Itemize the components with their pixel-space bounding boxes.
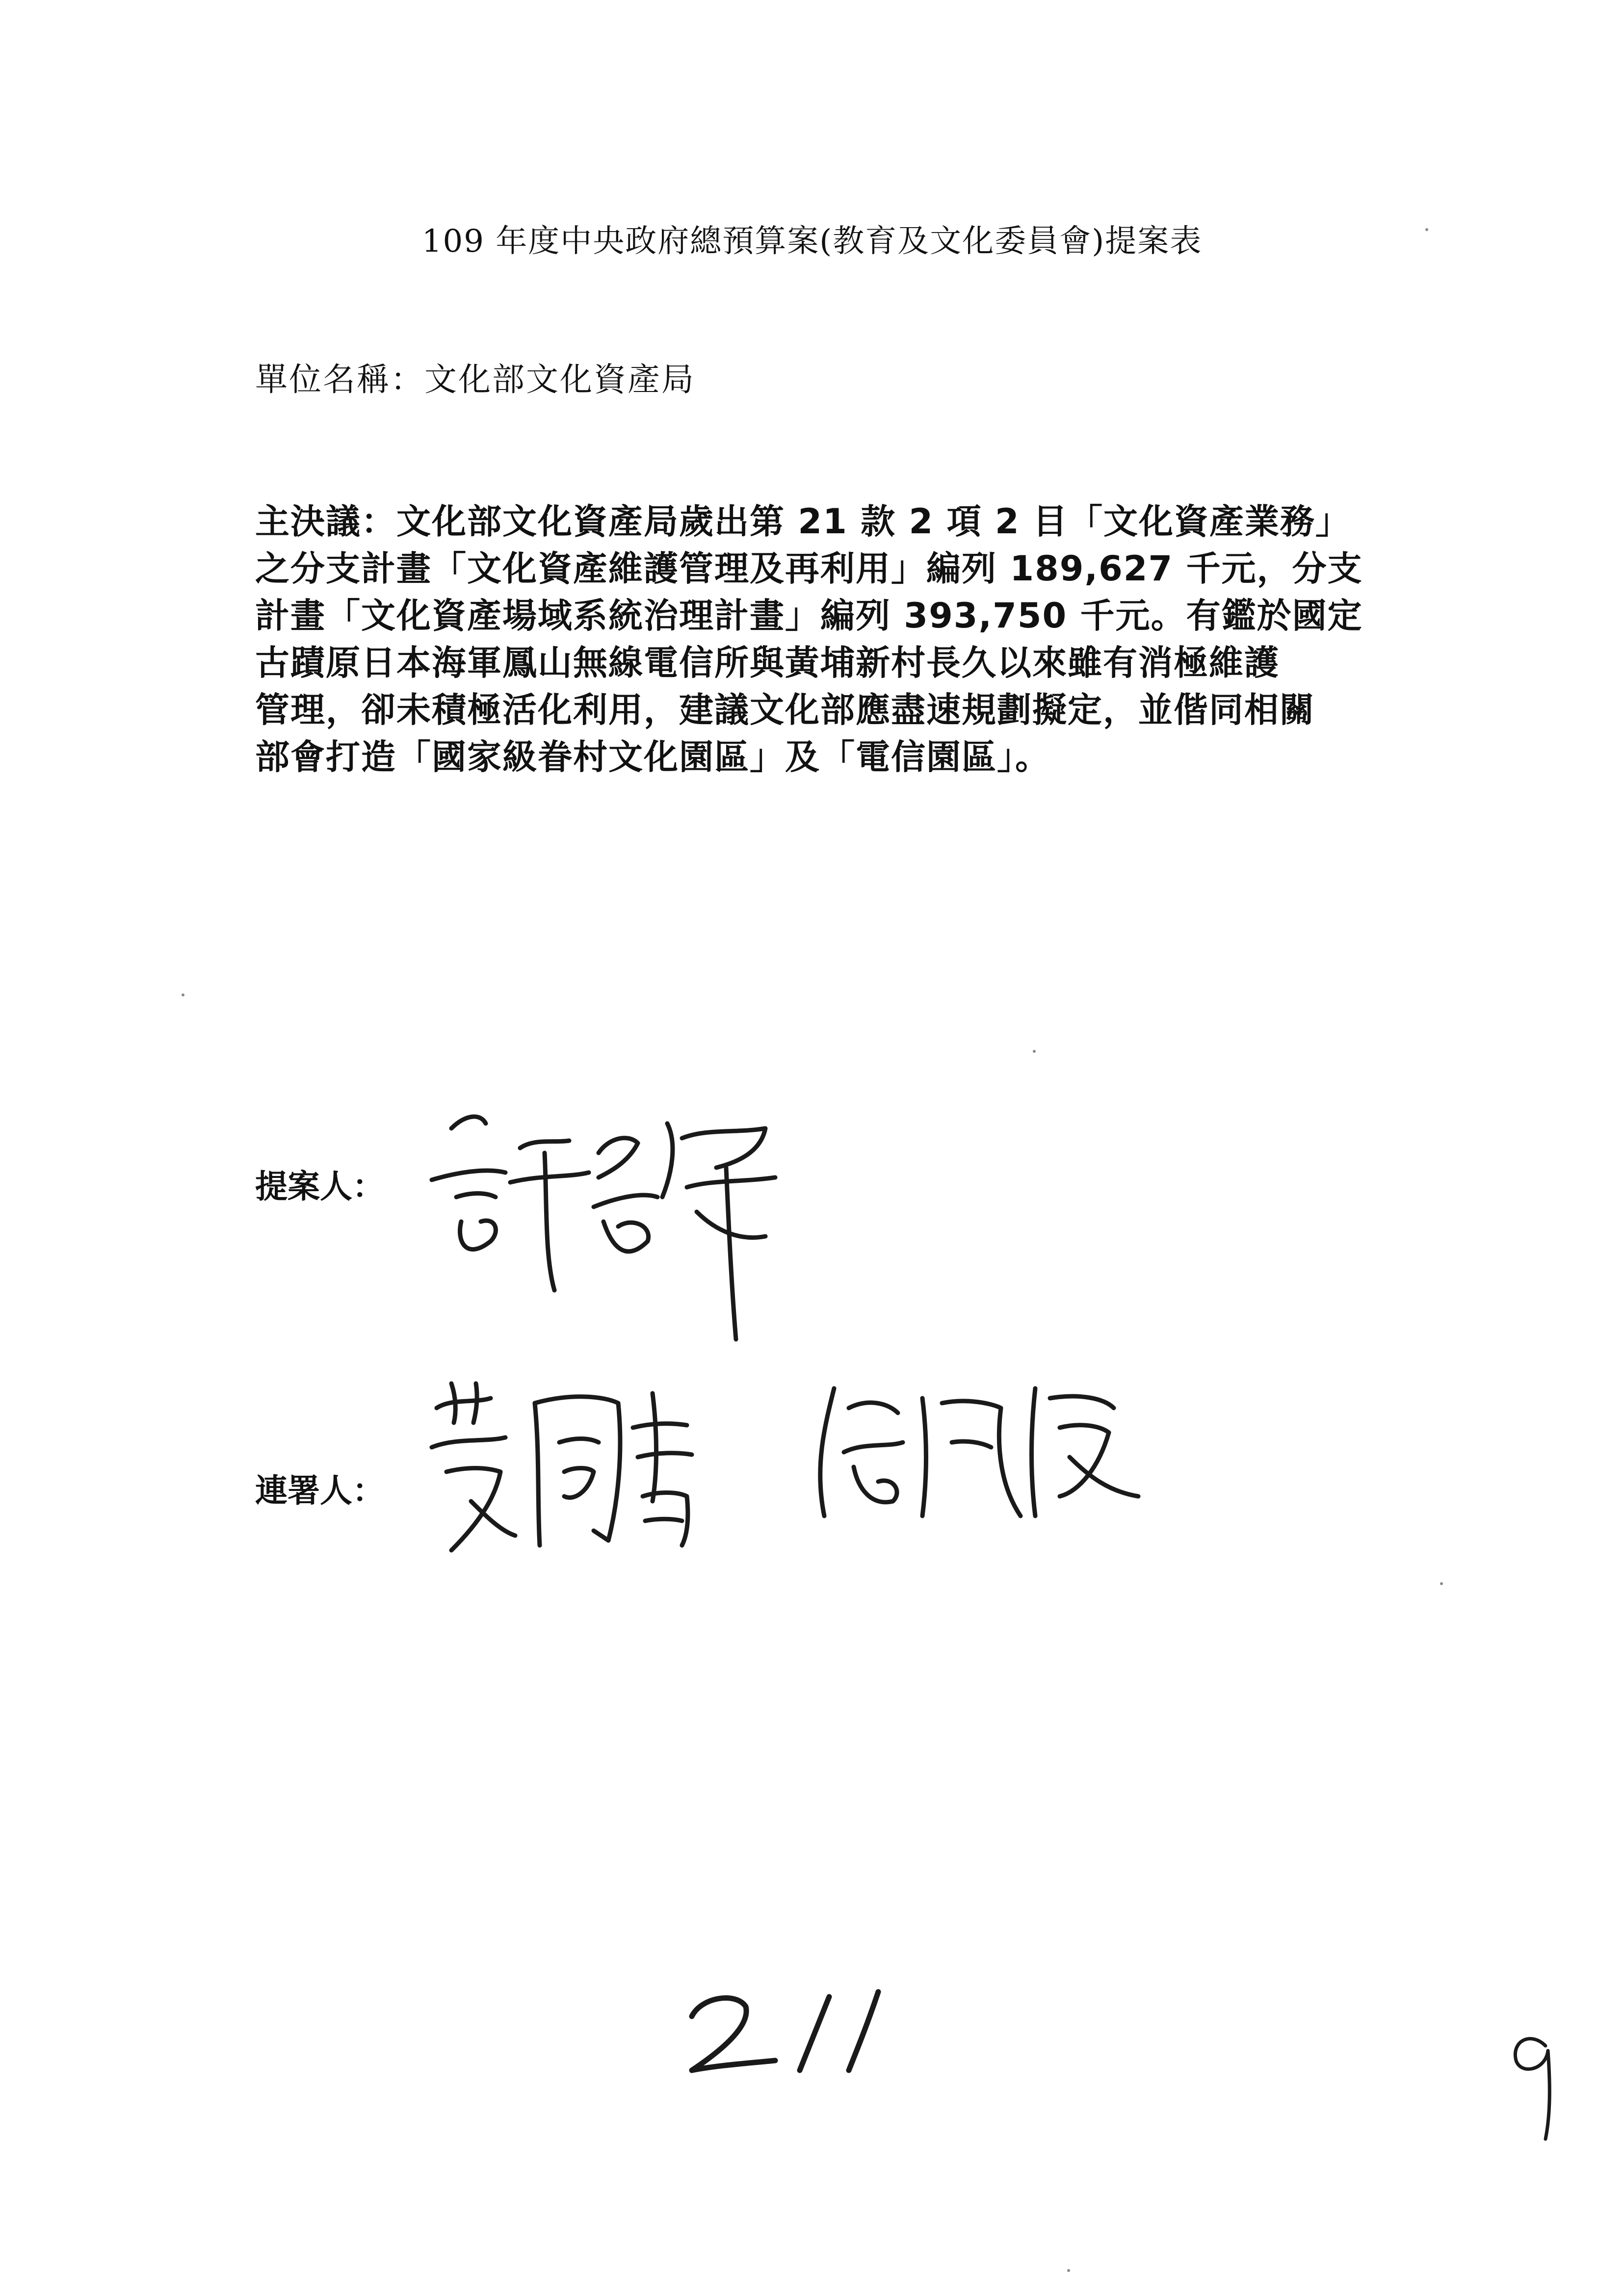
resolution-line: 計畫「文化資產場域系統治理計畫」編列 393,750 千元。有鑑於國定 xyxy=(255,596,1363,636)
resolution-line: 管理，卻未積極活化利用，建議文化部應盡速規劃擬定，並偕同相關 xyxy=(255,690,1315,730)
unit-label: 單位名稱： xyxy=(255,361,424,398)
document-title: 109 年度中央政府總預算案(教育及文化委員會)提案表 xyxy=(421,223,1203,260)
handwritten-margin-number xyxy=(1501,2026,1570,2144)
scan-speck xyxy=(182,993,184,996)
proposer-label: 提案人： xyxy=(255,1168,385,1205)
cosigner-signature-2 xyxy=(805,1369,1148,1536)
handwritten-page-number xyxy=(682,1987,898,2085)
cosigner-label: 連署人： xyxy=(255,1472,385,1510)
scan-speck xyxy=(1440,1582,1443,1585)
cosigner-signature-1 xyxy=(422,1374,736,1570)
scan-speck xyxy=(1033,1050,1036,1053)
unit-name: 文化部文化資產局 xyxy=(424,361,695,398)
unit-line xyxy=(255,353,695,400)
resolution-line: 古蹟原日本海軍鳳山無線電信所與黃埔新村長久以來雖有消極維護 xyxy=(255,643,1280,683)
resolution-line: 主決議：文化部文化資產局歲出第 21 款 2 項 2 目「文化資產業務」 xyxy=(255,501,1351,542)
resolution-line: 部會打造「國家級眷村文化園區」及「電信園區」。 xyxy=(255,737,1050,777)
resolution-line: 之分支計畫「文化資產維護管理及再利用」編列 189,627 千元，分支 xyxy=(255,548,1363,589)
proposer-signature xyxy=(422,1094,805,1349)
scan-speck xyxy=(1425,228,1428,231)
main-resolution xyxy=(255,498,1393,781)
scan-speck xyxy=(1067,2269,1070,2272)
